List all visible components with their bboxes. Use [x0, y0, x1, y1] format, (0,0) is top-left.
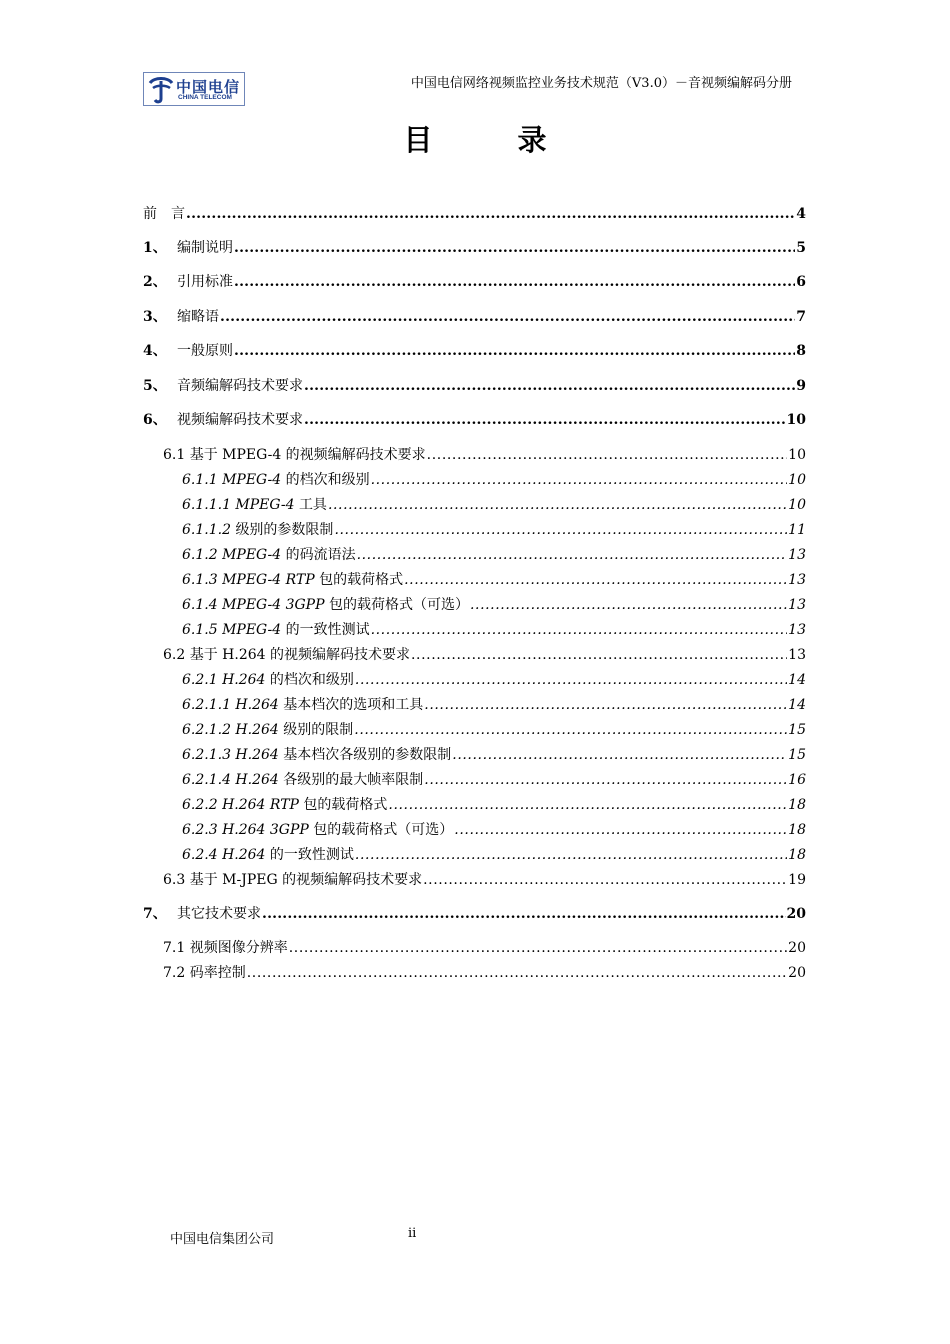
toc-entry-code: 6.2.1 H.264: [182, 672, 270, 688]
toc-page-number: 10: [788, 447, 806, 463]
toc-entry-title: 的档次和级别: [269, 672, 354, 688]
toc-entry-title: 基本档次的选项和工具: [283, 697, 424, 713]
toc-entry-title: 7.1 视频图像分辨率: [163, 940, 288, 956]
toc-entry-title: 包的载荷格式: [319, 572, 404, 588]
toc-entry-title: 7.2 码率控制: [163, 965, 246, 981]
leader-dots: [289, 938, 787, 958]
toc-entry-6-1-4[interactable]: [143, 595, 806, 615]
toc-entry-title: 级别的限制: [283, 722, 354, 738]
toc-page-number: 11: [788, 522, 806, 538]
toc-page-number: 7: [796, 309, 806, 325]
leader-dots: [371, 470, 788, 490]
toc-entry-6-2-3[interactable]: [143, 820, 806, 840]
toc-entry-title: 缩略语: [177, 309, 219, 325]
toc-entry-title: 引用标准: [177, 274, 233, 290]
toc-entry-title: 言: [157, 206, 185, 222]
toc-entry-code: 6.1.1.1 MPEG-4: [182, 497, 299, 513]
toc-entry-title: 包的载荷格式（可选）: [313, 822, 454, 838]
toc-page-number: 15: [788, 747, 806, 763]
toc-page-number: 14: [788, 672, 806, 688]
logo-english-text: CHINA TELECOM: [178, 94, 232, 101]
leader-dots: [186, 204, 795, 224]
toc-entry-6-3[interactable]: [143, 870, 806, 890]
toc-page-number: 10: [786, 412, 806, 428]
document-header-title: 中国电信网络视频监控业务技术规范（V3.0）－音视频编解码分册: [410, 76, 792, 91]
toc-entry-title: 的码流语法: [285, 547, 356, 563]
toc-page-number: 18: [788, 797, 806, 813]
leader-dots: [355, 670, 787, 690]
toc-page-number: 16: [788, 772, 806, 788]
toc-heading: 目 录: [403, 123, 575, 157]
leader-dots: [355, 845, 787, 865]
toc-entry-7-1[interactable]: [143, 938, 806, 958]
toc-entry-title: 级别的参数限制: [235, 522, 334, 538]
toc-entry-code: 6.2.1.4 H.264: [182, 772, 284, 788]
toc-entry-num: 1、: [143, 240, 167, 256]
toc-entry-num: 6、: [143, 412, 167, 428]
toc-page-number: 18: [788, 847, 806, 863]
leader-dots: [411, 645, 787, 665]
toc-entry-title: 6.2 基于 H.264 的视频编解码技术要求: [163, 647, 410, 663]
footer-company-name: 中国电信集团公司: [170, 1232, 275, 1247]
toc-entry-title: 的一致性测试: [269, 847, 354, 863]
toc-entry-title: 编制说明: [177, 240, 233, 256]
toc-page-number: 5: [796, 240, 806, 256]
toc-entry-6-2-1-1[interactable]: [143, 695, 806, 715]
toc-entry-code: 6.2.1.3 H.264: [182, 747, 284, 763]
toc-entry-title: 视频编解码技术要求: [177, 412, 303, 428]
toc-entry-6-2-1-4[interactable]: [143, 770, 806, 790]
toc-entry-code: 6.2.3 H.264 3GPP: [182, 822, 314, 838]
leader-dots: [470, 595, 787, 615]
toc-entry-title: 的一致性测试: [285, 622, 370, 638]
leader-dots: [454, 820, 787, 840]
toc-page-number: 13: [788, 647, 806, 663]
toc-entry-title: 的档次和级别: [285, 472, 370, 488]
toc-page-number: 10: [788, 497, 806, 513]
toc-entry-title: 包的载荷格式: [303, 797, 388, 813]
leader-dots: [452, 745, 787, 765]
toc-entry-num: 2、: [143, 274, 167, 290]
toc-page-number: 8: [796, 343, 806, 359]
leader-dots: [424, 695, 787, 715]
toc-entry-6-1-1-2[interactable]: [143, 520, 806, 540]
toc-entry-code: 6.2.1.2 H.264: [182, 722, 284, 738]
toc-entry-6-1-1-1[interactable]: [143, 495, 806, 515]
toc-page-number: 13: [788, 547, 806, 563]
toc-page-number: 10: [788, 472, 806, 488]
leader-dots: [328, 495, 787, 515]
toc-entry-preface[interactable]: [143, 204, 806, 224]
leader-dots: [304, 410, 786, 430]
leader-dots: [234, 272, 795, 292]
toc-entry-5[interactable]: [143, 376, 806, 396]
toc-page-number: 4: [796, 206, 806, 222]
toc-page-number: 20: [788, 965, 806, 981]
toc-entry-1[interactable]: [143, 238, 806, 258]
toc-entry-code: 6.2.2 H.264 RTP: [182, 797, 304, 813]
toc-page-number: 13: [788, 622, 806, 638]
toc-entry-6-2[interactable]: [143, 645, 806, 665]
toc-entry-6-2-1[interactable]: [143, 670, 806, 690]
toc-page-number: 13: [788, 572, 806, 588]
toc-entry-6[interactable]: [143, 410, 806, 430]
toc-entry-6-2-1-2[interactable]: [143, 720, 806, 740]
leader-dots: [404, 570, 787, 590]
leader-dots: [247, 963, 787, 983]
toc-entry-code: 6.1.4 MPEG-4 3GPP: [182, 597, 329, 613]
toc-entry-num: 4、: [143, 343, 167, 359]
toc-page-number: 9: [796, 378, 806, 394]
toc-entry-num: 3、: [143, 309, 167, 325]
footer-page-number: ii: [408, 1226, 417, 1241]
toc-entry-num: 5、: [143, 378, 167, 394]
leader-dots: [234, 238, 795, 258]
toc-entry-6-2-4[interactable]: [143, 845, 806, 865]
toc-entry-7-2[interactable]: [143, 963, 806, 983]
toc-entry-num: 7、: [143, 906, 167, 922]
leader-dots: [234, 341, 795, 361]
toc-page-number: 6: [796, 274, 806, 290]
toc-entry-6-1-3[interactable]: [143, 570, 806, 590]
leader-dots: [427, 445, 788, 465]
toc-page-number: 15: [788, 722, 806, 738]
toc-page-number: 14: [788, 697, 806, 713]
toc-page-number: 19: [788, 872, 806, 888]
toc-entry-code: 6.1.2 MPEG-4: [182, 547, 286, 563]
leader-dots: [220, 307, 795, 327]
toc-entry-6-1-5[interactable]: [143, 620, 806, 640]
toc-entry-6-1-2[interactable]: [143, 545, 806, 565]
toc-entry-title: 各级别的最大帧率限制: [283, 772, 424, 788]
toc-entry-code: 6.2.1.1 H.264: [182, 697, 284, 713]
toc-entry-4[interactable]: [143, 341, 806, 361]
toc-page-number: 18: [788, 822, 806, 838]
toc-entry-num: 前: [143, 206, 157, 222]
logo-chinese-text: 中国电信: [176, 78, 241, 96]
toc-entry-code: 6.1.1 MPEG-4: [182, 472, 286, 488]
toc-entry-title: 包的载荷格式（可选）: [328, 597, 469, 613]
leader-dots: [424, 770, 787, 790]
toc-entry-title: 音频编解码技术要求: [177, 378, 303, 394]
leader-dots: [334, 520, 787, 540]
toc-entry-6-2-2[interactable]: [143, 795, 806, 815]
toc-entry-3[interactable]: [143, 307, 806, 327]
toc-page-number: 20: [786, 906, 806, 922]
toc-entry-title: 一般原则: [177, 343, 233, 359]
toc-entry-6-2-1-3[interactable]: [143, 745, 806, 765]
toc-entry-2[interactable]: [143, 272, 806, 292]
toc-entry-7[interactable]: [143, 904, 806, 924]
leader-dots: [357, 545, 788, 565]
leader-dots: [354, 720, 787, 740]
toc-page-number: 13: [788, 597, 806, 613]
toc-page-number: 20: [788, 940, 806, 956]
toc-entry-6-1[interactable]: [143, 445, 806, 465]
toc-entry-title: 工具: [298, 497, 327, 513]
toc-entry-code: 6.2.4 H.264: [182, 847, 270, 863]
toc-entry-6-1-1[interactable]: [143, 470, 806, 490]
leader-dots: [262, 904, 786, 924]
leader-dots: [388, 795, 787, 815]
leader-dots: [423, 870, 787, 890]
toc-entry-code: 6.1.1.2: [182, 522, 236, 538]
china-telecom-logo: [143, 72, 245, 106]
toc-entry-title: 6.3 基于 M-JPEG 的视频编解码技术要求: [163, 872, 423, 888]
leader-dots: [304, 376, 795, 396]
toc-entry-code: 6.1.3 MPEG-4 RTP: [182, 572, 320, 588]
toc-entry-title: 其它技术要求: [177, 906, 261, 922]
toc-entry-code: 6.1.5 MPEG-4: [182, 622, 286, 638]
toc-entry-title: 基本档次各级别的参数限制: [283, 747, 452, 763]
toc-entry-title: 6.1 基于 MPEG-4 的视频编解码技术要求: [163, 447, 426, 463]
leader-dots: [371, 620, 788, 640]
